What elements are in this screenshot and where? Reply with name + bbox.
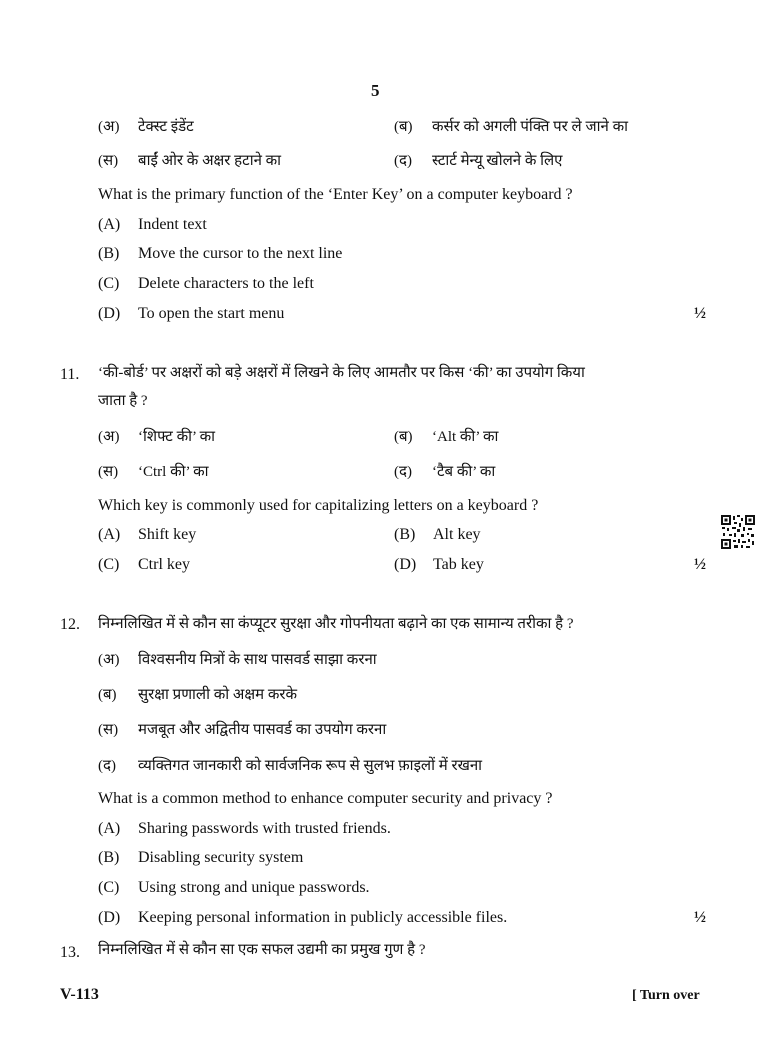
q10-hi-option-a: टेक्स्ट इंडेंट (138, 119, 194, 135)
q10-en-question: What is the primary function of the ‘Enter Key’ on a computer keyboard ? (98, 186, 573, 203)
q12-en-question: What is a common method to enhance computer security and privacy ? (98, 790, 553, 807)
q10-hi-option-c: बाईं ओर के अक्षर हटाने का (138, 153, 282, 169)
q12-hi-option-b: सुरक्षा प्रणाली को अक्षम करके (138, 687, 298, 703)
q12-en-option-a: Sharing passwords with trusted friends. (138, 820, 391, 837)
q12-en-option-d: Keeping personal information in publicly accessible files. (138, 909, 508, 926)
q12-hi-option-c: मजबूत और अद्वितीय पासवर्ड का उपयोग करना (138, 722, 387, 738)
q11-marks: ½ (694, 556, 706, 573)
q12-hi-option-d: व्यक्तिगत जानकारी को सार्वजनिक रूप से सुलभ फ़ाइलों में रखना (138, 758, 483, 774)
q12-hi-option-c-label: (स) (98, 722, 119, 738)
q11-en-option-d: Tab key (433, 556, 484, 573)
q10-en-option-a: Indent text (138, 216, 207, 233)
q11-hi-option-a: ‘शिफ्ट की’ का (138, 429, 216, 445)
q10-en-option-d-label: (D) (98, 305, 121, 322)
q13-hi-question: निम्नलिखित में से कौन सा एक सफल उद्यमी का प्रमुख गुण है ? (98, 942, 426, 958)
q11-hi-option-c: ‘Ctrl की’ का (138, 464, 209, 480)
q11-hi-question-line2: जाता है ? (98, 393, 148, 409)
q12-en-option-c-label: (C) (98, 879, 120, 896)
q12-hi-option-a: विश्वसनीय मित्रों के साथ पासवर्ड साझा करना (138, 652, 377, 668)
q12-hi-question: निम्नलिखित में से कौन सा कंप्यूटर सुरक्षा और गोपनीयता बढ़ाने का एक सामान्य तरीका है ? (98, 616, 574, 632)
q11-en-option-b-label: (B) (394, 526, 416, 543)
q12-en-option-c: Using strong and unique passwords. (138, 879, 370, 896)
q10-hi-option-a-label: (अ) (98, 119, 120, 135)
q11-en-option-b: Alt key (433, 526, 481, 543)
q12-en-option-b-label: (B) (98, 849, 120, 866)
q12-marks: ½ (694, 909, 706, 926)
q11-en-option-d-label: (D) (394, 556, 417, 573)
q12-en-option-a-label: (A) (98, 820, 121, 837)
q13-number: 13. (60, 944, 80, 961)
q11-hi-option-b: ‘Alt की’ का (432, 429, 499, 445)
q10-hi-option-b-label: (ब) (394, 119, 413, 135)
q11-en-option-a-label: (A) (98, 526, 121, 543)
q10-hi-option-d-label: (द) (394, 153, 412, 169)
q10-hi-option-d: स्टार्ट मेन्यू खोलने के लिए (432, 153, 563, 169)
q12-en-option-b: Disabling security system (138, 849, 304, 866)
q11-en-option-c-label: (C) (98, 556, 120, 573)
q10-en-option-a-label: (A) (98, 216, 121, 233)
q12-hi-option-b-label: (ब) (98, 687, 117, 703)
q10-en-option-c: Delete characters to the left (138, 275, 314, 292)
q11-hi-option-a-label: (अ) (98, 429, 120, 445)
q12-en-option-d-label: (D) (98, 909, 121, 926)
q10-marks: ½ (694, 305, 706, 322)
q11-hi-option-c-label: (स) (98, 464, 119, 480)
q10-en-option-c-label: (C) (98, 275, 120, 292)
page-number: 5 (371, 81, 380, 100)
q10-hi-option-c-label: (स) (98, 153, 119, 169)
q11-hi-option-d: ‘टैब की’ का (432, 464, 496, 480)
q12-number: 12. (60, 616, 80, 633)
q10-hi-option-b: कर्सर को अगली पंक्ति पर ले जाने का (432, 119, 628, 135)
q12-hi-option-a-label: (अ) (98, 652, 120, 668)
q11-en-option-c: Ctrl key (138, 556, 190, 573)
q10-en-option-d: To open the start menu (138, 305, 285, 322)
q11-en-question: Which key is commonly used for capitalizing letters on a keyboard ? (98, 497, 539, 514)
turn-over-label: [ Turn over (632, 988, 700, 1003)
qr-code-icon (720, 514, 756, 550)
q12-hi-option-d-label: (द) (98, 758, 116, 774)
paper-code: V-113 (60, 986, 99, 1003)
q11-en-option-a: Shift key (138, 526, 197, 543)
q10-en-option-b-label: (B) (98, 245, 120, 262)
q10-en-option-b: Move the cursor to the next line (138, 245, 343, 262)
q11-number: 11. (60, 366, 80, 383)
q11-hi-question-line1: ‘की-बोर्ड’ पर अक्षरों को बड़े अक्षरों में लिखने के लिए आमतौर पर किस ‘की’ का उपयोग किया (98, 365, 585, 381)
q11-hi-option-d-label: (द) (394, 464, 412, 480)
q11-hi-option-b-label: (ब) (394, 429, 413, 445)
